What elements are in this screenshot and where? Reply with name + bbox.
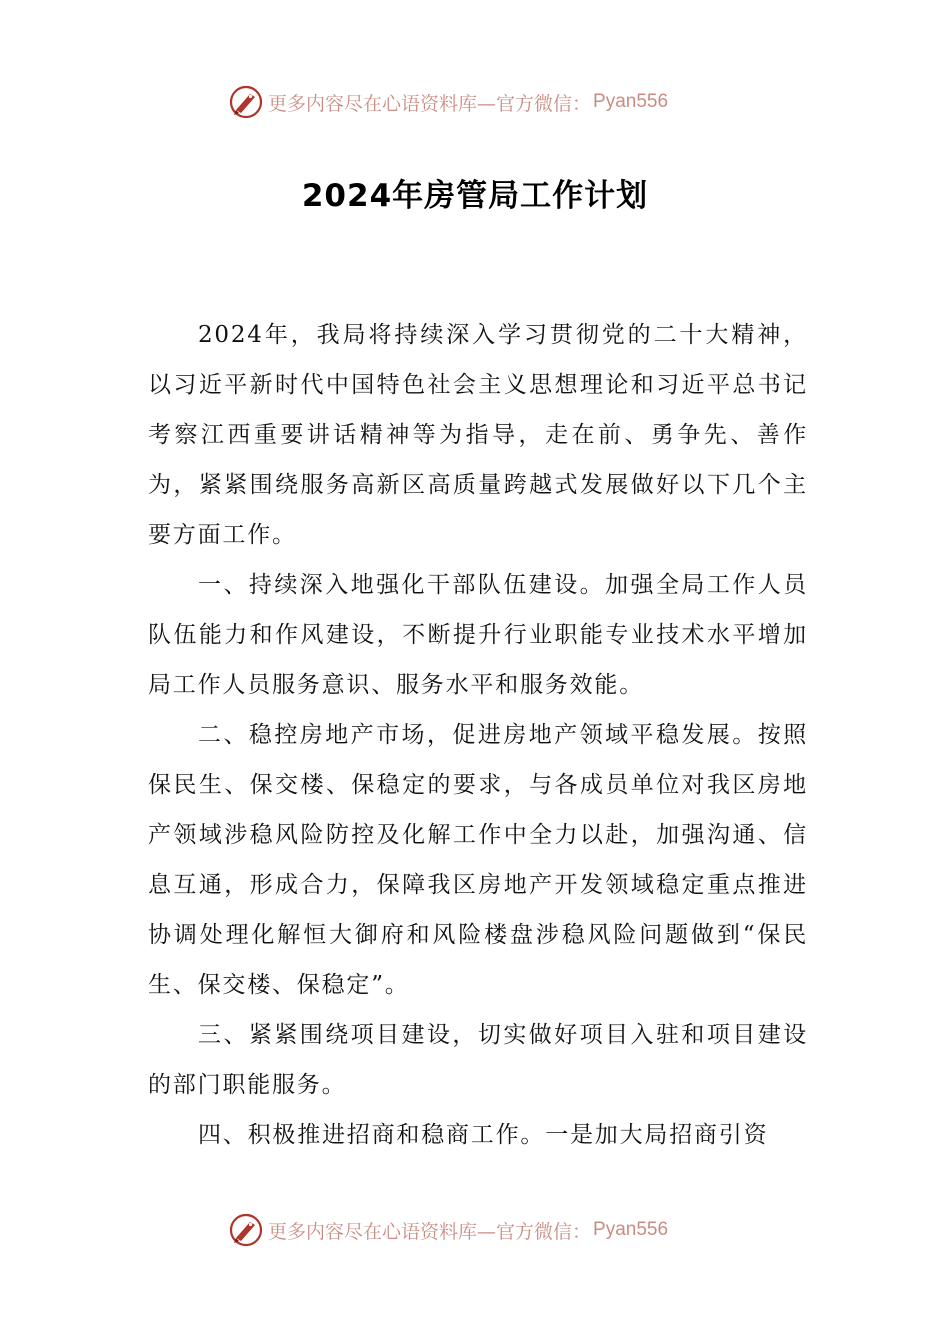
watermark-wechat-id: Pyan556 — [593, 91, 669, 112]
document-title: 2024年房管局工作计划 — [301, 178, 649, 214]
document-body — [148, 310, 808, 1160]
pen-nib-icon — [228, 1212, 264, 1248]
paragraph-item-3: 三、紧紧围绕项目建设，切实做好项目入驻和项目建设的部门职能服务。 — [148, 1022, 808, 1098]
paragraph-item-4: 四、积极推进招商和稳商工作。一是加大局招商引资 — [198, 1122, 769, 1148]
watermark-text: 更多内容尽在心语资料库—官方微信： — [268, 1220, 592, 1243]
watermark-header — [228, 82, 668, 122]
paragraph-item-1: 一、持续深入地强化干部队伍建设。加强全局工作人员队伍能力和作风建设，不断提升行业职能专业技术水平增加局工作人员服务意识、服务水平和服务效能。 — [148, 572, 808, 698]
paragraph-intro: 2024年，我局将持续深入学习贯彻党的二十大精神，以习近平新时代中国特色社会主义思想理论和习近平总书记考察江西重要讲话精神等为指导，走在前、勇争先、善作为，紧紧围绕服务高新区高质量跨越式发展做好以下几个主要方面工作。 — [148, 322, 808, 548]
watermark-footer — [228, 1210, 668, 1250]
watermark-text: 更多内容尽在心语资料库—官方微信： — [268, 92, 592, 115]
watermark-wechat-id: Pyan556 — [593, 1219, 669, 1240]
pen-nib-icon — [228, 84, 264, 120]
paragraph-item-2: 二、稳控房地产市场，促进房地产领域平稳发展。按照保民生、保交楼、保稳定的要求，与各成员单位对我区房地产领域涉稳风险防控及化解工作中全力以赴，加强沟通、信息互通，形成合力，保障我区房地产开发领域稳定重点推进协调处理化解恒大御府和风险楼盘涉稳风险问题做到“保民生、保交楼、保稳定”。 — [148, 722, 808, 998]
